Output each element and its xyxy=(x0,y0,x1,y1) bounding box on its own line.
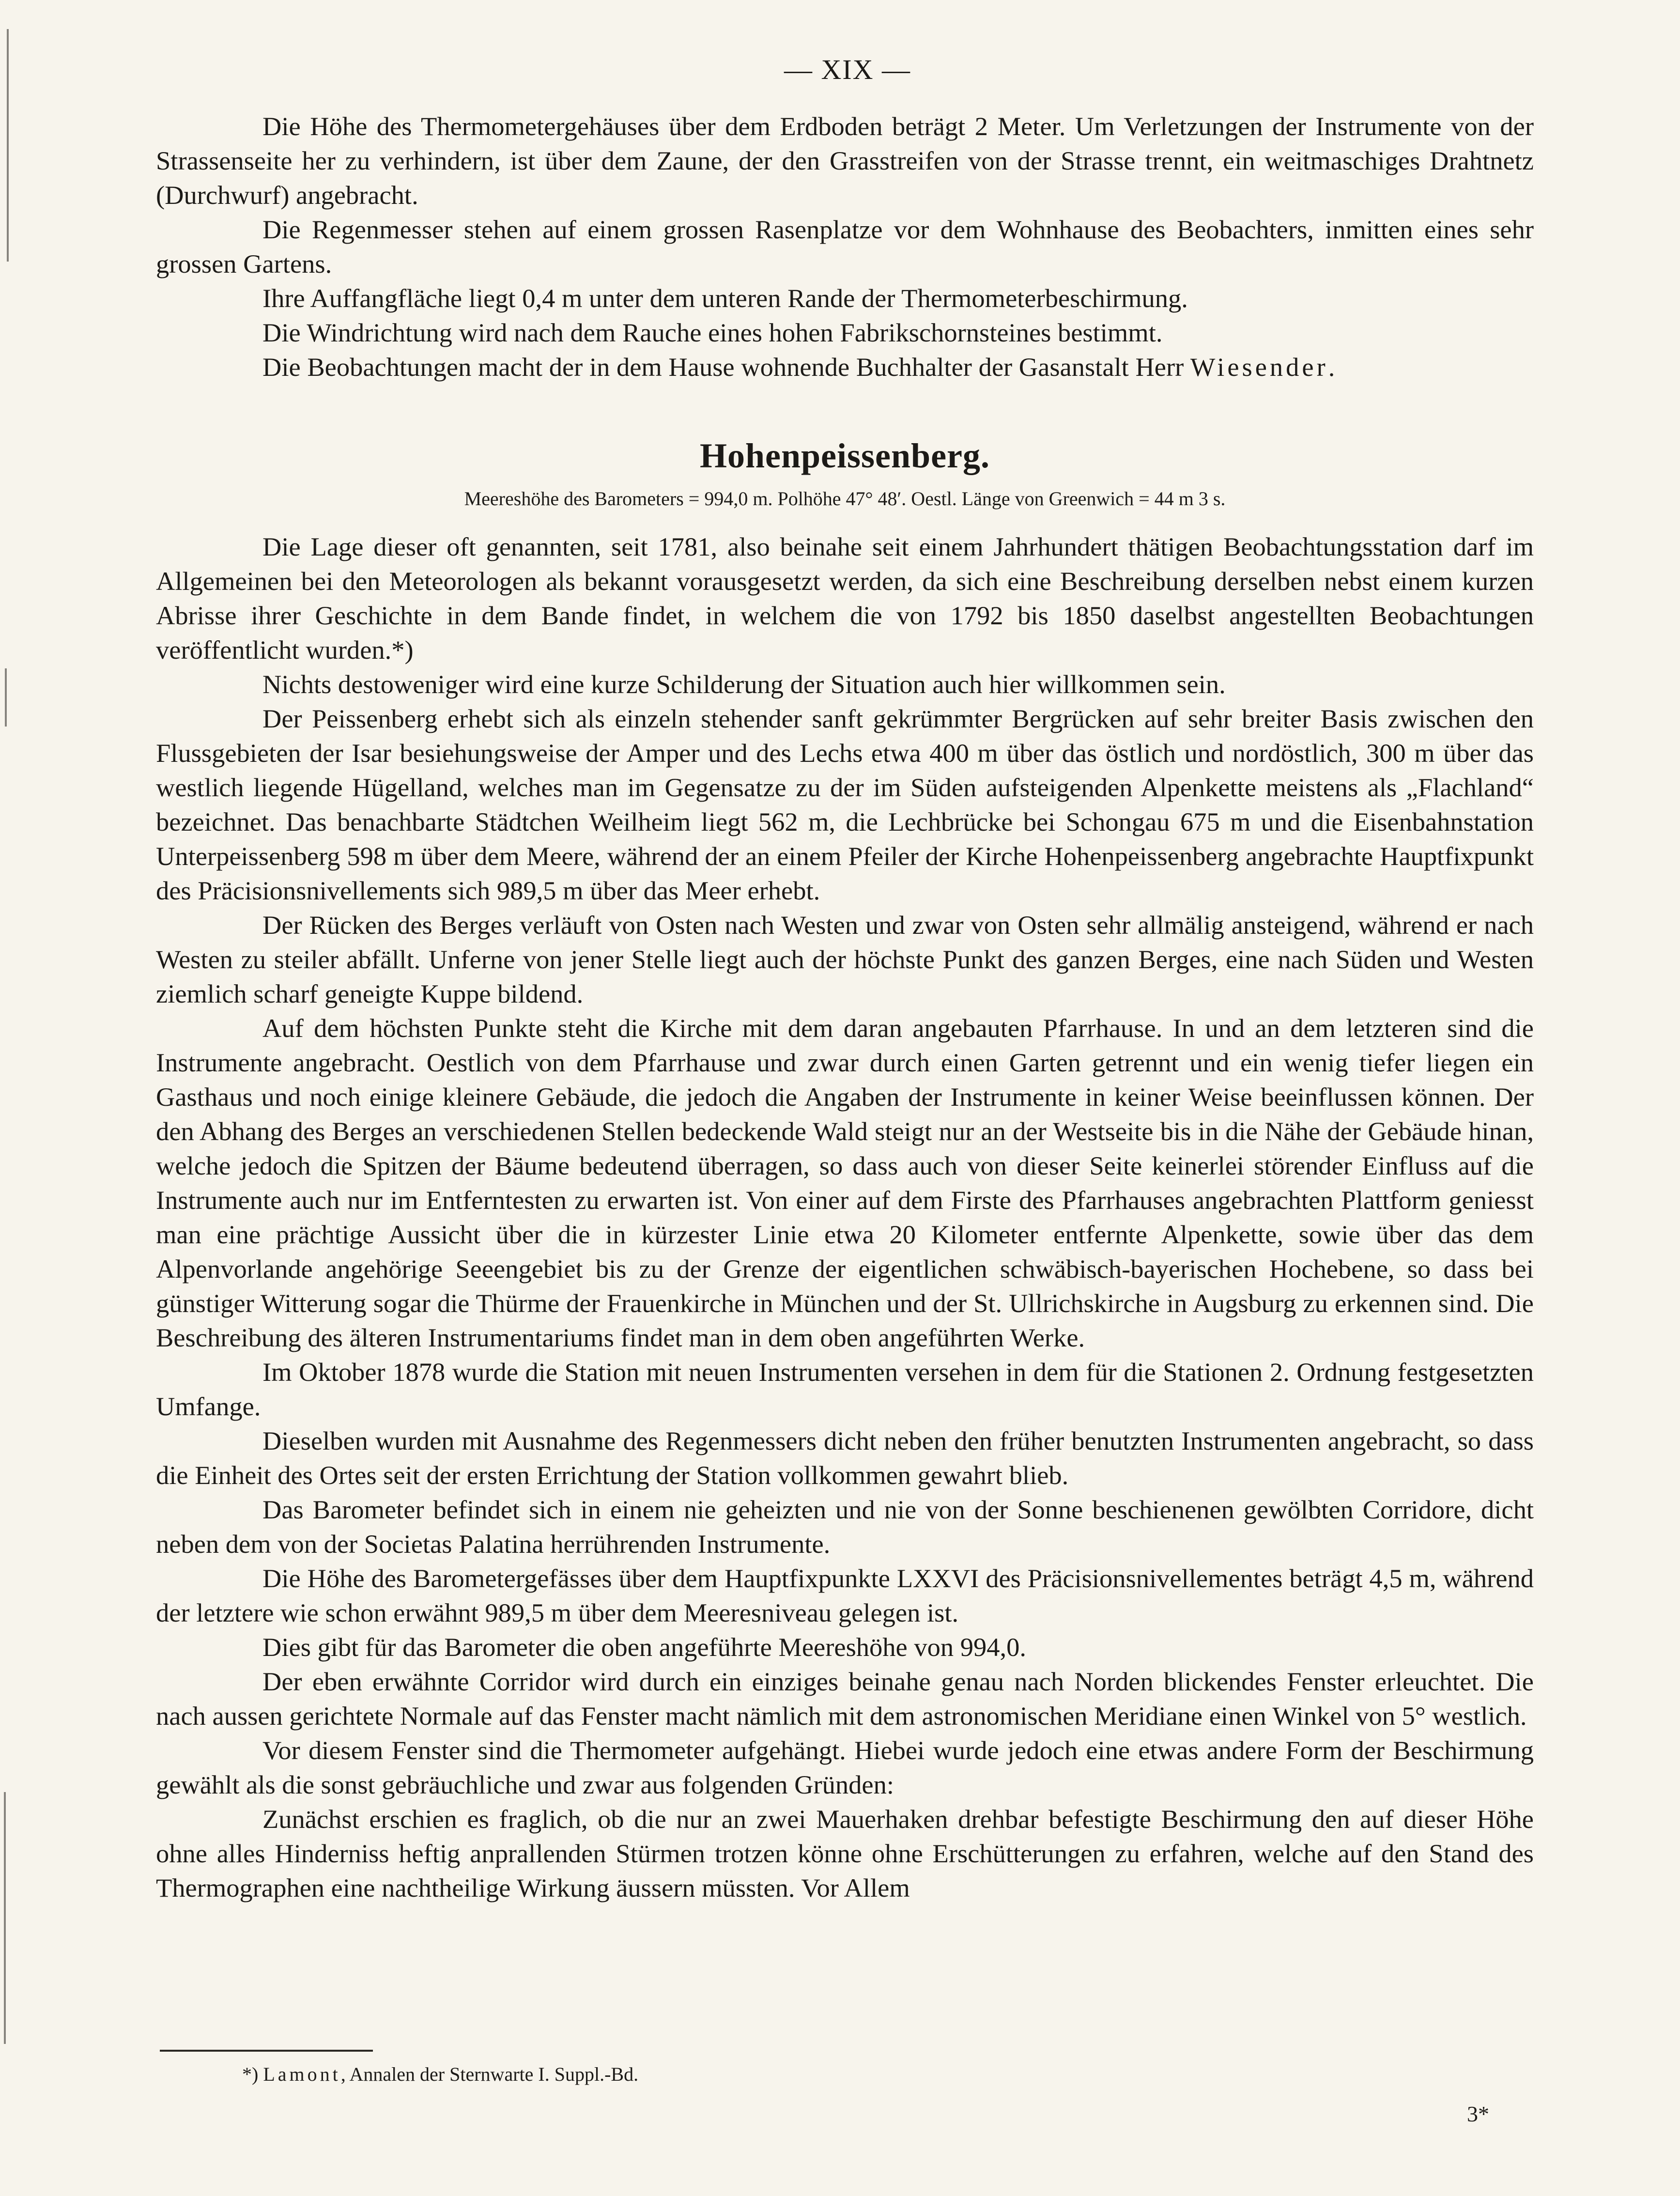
paragraph: Dieselben wurden mit Ausnahme des Regenmessers dicht neben den früher benutzten Instrumenten angebracht, so dass die Einheit des Ortes seit der ersten Errichtung der Station vollkommen gewahrt blieb. xyxy=(156,1426,1534,1490)
main-text xyxy=(156,529,1534,1905)
paragraph: Auf dem höchsten Punkte steht die Kirche mit dem daran angebauten Pfarrhause. In und an dem letzteren sind die Instrumente angebracht. Oestlich von dem Pfarrhause und zwar durch einen Garten getrennt und ein wenig tiefer liegen ein Gasthaus und noch einige kleinere Gebäude, die jedoch die Angaben der Instrumente in keiner Weise beeinflussen können. Der den Abhang des Berges an verschiedenen Stellen bedeckende Wald steigt nur an der Westseite bis in die Nähe der Gebäude hinan, welche jedoch die Spitzen der Bäume bedeutend überragen, so dass auch von dieser Seite keinerlei störender Einfluss auf die Instrumente auch nur im Entferntesten zu erwarten ist. Von einer auf dem Firste des Pfarrhauses angebrachten Plattform geniesst man eine prächtige Aussicht über die in kürzester Linie etwa 20 Kilometer entfernte Alpenkette, sowie über das dem Alpenvorlande angehörige Seeengebiet bis zu der Grenze der eigentlichen schwäbisch-bayerischen Hochebene, so dass bei günstiger Witterung sogar die Thürme der Frauenkirche in München und der St. Ullrichskirche in Augsburg zu erkennen sind. Die Beschreibung des älteren Instrumentariums findet man in dem oben angeführten Werke. xyxy=(156,1013,1534,1352)
intro-text xyxy=(156,109,1534,384)
footnote-author: Lamont xyxy=(263,2063,341,2085)
paragraph: Vor diesem Fenster sind die Thermometer aufgehängt. Hiebei wurde jedoch eine etwas andere Form der Beschirmung gewählt als die sonst gebräuchliche und zwar aus folgenden Gründen: xyxy=(156,1735,1534,1799)
footnote xyxy=(242,2062,1114,2087)
paragraph: Nichts destoweniger wird eine kurze Schilderung der Situation auch hier willkommen sein. xyxy=(262,669,1226,699)
scan-edge-mark xyxy=(5,668,7,727)
paragraph: Die Regenmesser stehen auf einem grossen Rasenplatze vor dem Wohnhause des Beobachters, inmitten eines sehr grossen Gartens. xyxy=(156,215,1534,278)
paragraph: Das Barometer befindet sich in einem nie geheizten und nie von der Sonne beschienenen gewölbten Corridore, dicht neben dem von der Societas Palatina herrührenden Instrumente. xyxy=(156,1495,1534,1559)
section-heading: Hohenpeissenberg. xyxy=(699,436,990,475)
observer-end: . xyxy=(1328,352,1335,382)
paragraph: Dies gibt für das Barometer die oben angeführte Meereshöhe von 994,0. xyxy=(262,1632,1026,1662)
paragraph: Die Windrichtung wird nach dem Rauche eines hohen Fabrikschornsteines bestimmt. xyxy=(262,318,1163,347)
observer-name: Wiesender xyxy=(1190,352,1328,382)
paragraph: Die Höhe des Barometergefässes über dem Hauptfixpunkte LXXVI des Präcisionsnivellementes beträgt 4,5 m, während der letztere wie schon erwähnt 989,5 m über dem Meeresniveau gelegen ist. xyxy=(156,1563,1534,1627)
paragraph: Im Oktober 1878 wurde die Station mit neuen Instrumenten versehen in dem für die Stationen 2. Ordnung festgesetzten Umfange. xyxy=(156,1357,1534,1421)
paragraph: Der Rücken des Berges verläuft von Osten nach Westen und zwar von Osten sehr allmälig ansteigend, während er nach Westen zu steiler abfällt. Unferne von jener Stelle liegt auch der höchste Punkt des ganzen Berges, eine nach Süden und Westen ziemlich scharf geneigte Kuppe bildend. xyxy=(156,910,1534,1008)
paragraph: Zunächst erschien es fraglich, ob die nur an zwei Mauerhaken drehbar befestigte Beschirmung den auf dieser Höhe ohne alles Hinderniss heftig anprallenden Stürmen trotzen könne ohne Erschütterungen zu erfahren, welche auf den Stand des Thermographen eine nachtheilige Wirkung äussern müssten. Vor Allem xyxy=(156,1804,1534,1902)
footnote-text: , Annalen der Sternwarte I. Suppl.-Bd. xyxy=(340,2063,639,2085)
observer-text: Die Beobachtungen macht der in dem Hause wohnende Buchhalter der Gasanstalt Herr xyxy=(262,352,1190,382)
footnote-rule xyxy=(160,2050,373,2052)
page-number: — XIX — xyxy=(784,54,911,85)
paragraph: Die Lage dieser oft genannten, seit 1781, also beinahe seit einem Jahrhundert thätigen Beobachtungsstation darf im Allgemeinen bei den Meteorologen als bekannt vorausgesetzt werden, da sich eine Beschreibung derselben nebst einem kurzen Abrisse ihrer Geschichte in dem Bande findet, in welchem die von 1792 bis 1850 daselbst angestellten Beobachtungen veröffentlicht wurden.*) xyxy=(156,532,1534,665)
paragraph: Der Peissenberg erhebt sich als einzeln stehender sanft gekrümmter Bergrücken auf sehr breiter Basis zwischen den Flussgebieten der Isar besiehungsweise der Amper und des Lechs etwa 400 m über das östlich und nordöstlich, 300 m über das westlich liegende Hügelland, welches man im Gegensatze zu der im Süden aufsteigenden Alpenkette meistens als „Flachland“ bezeichnet. Das benachbarte Städtchen Weilheim liegt 562 m, die Lechbrücke bei Schongau 675 m und die Eisenbahnstation Unterpeissenberg 598 m über dem Meere, während der an einem Pfeiler der Kirche Hohenpeissenberg angebrachte Hauptfixpunkt des Präcisionsnivellements sich 989,5 m über das Meer erhebt. xyxy=(156,704,1534,905)
paragraph: Die Höhe des Thermometergehäuses über dem Erdboden beträgt 2 Meter. Um Verletzungen der Instrumente von der Strassenseite her zu verhindern, ist über dem Zaune, der den Grasstreifen von der Strasse trennt, ein weitmaschiges Drahtnetz (Durchwurf) angebracht. xyxy=(156,111,1534,210)
scan-edge-mark xyxy=(7,29,9,262)
paragraph-observer xyxy=(156,350,1534,384)
scan-edge-mark xyxy=(4,1792,6,2044)
paragraph: Der eben erwähnte Corridor wird durch ein einziges beinahe genau nach Norden blickendes Fenster erleuchtet. Die nach aussen gerichtete Normale auf das Fenster macht nämlich mit dem astronomischen Meridiane einen Winkel von 5° westlich. xyxy=(156,1667,1534,1731)
signature-mark: 3* xyxy=(1467,2102,1489,2126)
footnote-marker: *) xyxy=(242,2063,263,2085)
section-subheading: Meereshöhe des Barometers = 994,0 m. Polhöhe 47° 48′. Oestl. Länge von Greenwich = 44 m 3 s. xyxy=(464,488,1226,510)
paragraph: Ihre Auffangfläche liegt 0,4 m unter dem unteren Rande der Thermometerbeschirmung. xyxy=(262,283,1188,313)
